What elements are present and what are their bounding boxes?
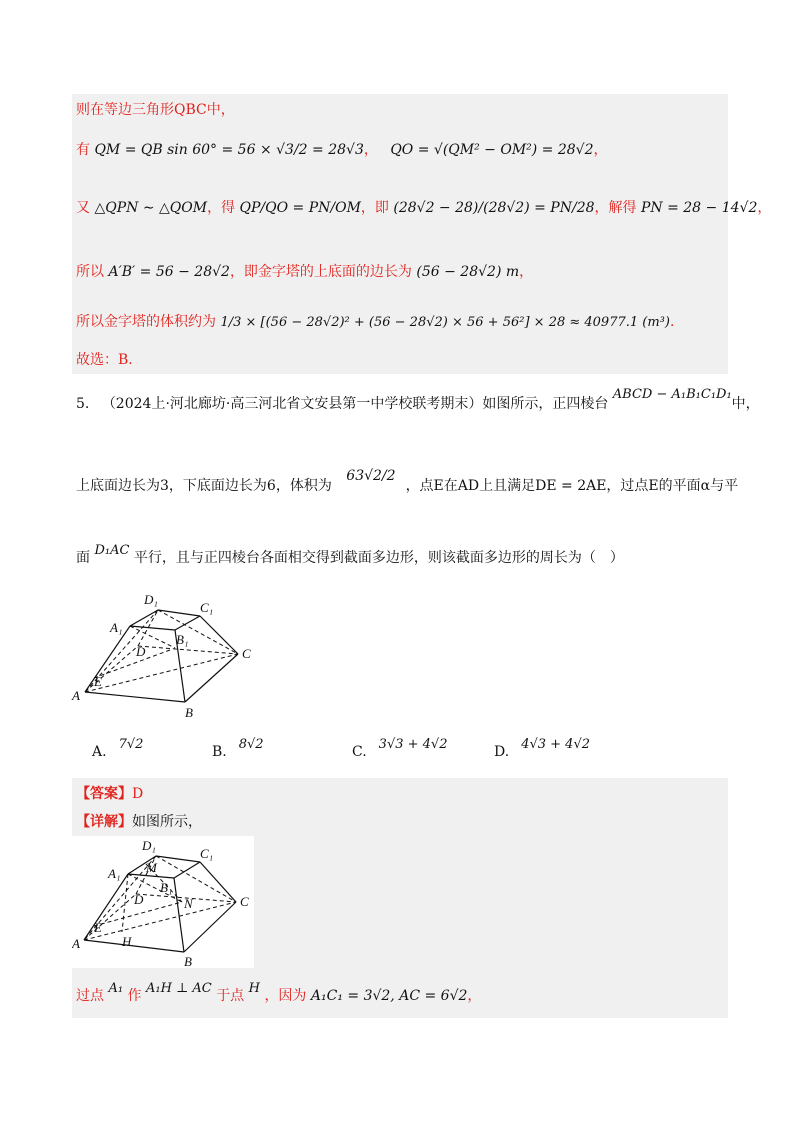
label-C1: C₁	[200, 600, 214, 615]
option-b[interactable]	[212, 737, 264, 763]
label-B1: B₁	[160, 880, 173, 895]
question-line-3	[76, 543, 624, 569]
text: ，点E在AD上且满足DE = 2AE，过点E的平面α与平	[405, 478, 739, 494]
label-N: N	[184, 896, 193, 911]
text: 作	[127, 988, 142, 1004]
equation-perp: A₁H ⊥ AC	[145, 981, 212, 996]
point-h: H	[248, 981, 260, 996]
text: ，解得	[594, 200, 637, 216]
detail-text: 如图所示，	[132, 814, 202, 830]
text: ，	[467, 988, 482, 1004]
equation-volume: 1/3 × [(56 − 28√2)² + (56 − 28√2) × 56 + 56²] × 28 ≈ 40977.1 (m³)	[220, 315, 670, 330]
text: ，	[757, 200, 772, 216]
equation-pn-ratio: (28√2 − 28)/(28√2) = PN/28	[393, 200, 595, 216]
text: 平行，且与正四棱台各面相交得到截面多边形，则该截面多边形的周长为（ ）	[133, 550, 624, 566]
answer-tag: 【答案】	[76, 786, 132, 802]
label-B: B	[185, 705, 193, 720]
label-H: H	[122, 934, 132, 949]
label-A1: A₁	[108, 866, 121, 881]
detail-tag: 【详解】	[76, 814, 132, 830]
label-C1: C₁	[200, 846, 214, 861]
point-a1: A₁	[108, 981, 124, 996]
text: ，	[593, 142, 608, 158]
answer-line	[76, 784, 143, 804]
label-A: A	[72, 936, 80, 951]
solution-line-4	[76, 262, 533, 282]
plane-name: D₁AC	[94, 543, 130, 558]
label-B: B	[184, 954, 192, 968]
equation-pn: PN = 28 − 14√2	[640, 200, 758, 216]
frustum-figure-2	[72, 836, 254, 968]
solution-line-2	[76, 140, 608, 160]
text: 所以金字塔的体积约为	[76, 314, 216, 330]
label-D1: D₁	[144, 592, 158, 607]
text: 又	[76, 200, 90, 216]
label-C: C	[242, 646, 251, 661]
text: ，	[519, 264, 534, 280]
frustum-diagram-2	[72, 836, 254, 968]
label-D: D	[136, 644, 146, 659]
equation-lengths: A₁C₁ = 3√2, AC = 6√2	[310, 988, 468, 1004]
volume-value: 63√2/2	[346, 468, 396, 484]
option-value: 4√3 + 4√2	[521, 737, 590, 752]
text: 中，	[731, 396, 760, 412]
label-D1: D₁	[142, 838, 156, 853]
solution-line-6	[76, 350, 133, 370]
option-label: B.	[212, 744, 227, 760]
option-value: 8√2	[238, 737, 264, 752]
option-d[interactable]	[494, 737, 590, 763]
text: 所以	[76, 264, 104, 280]
solution-line-5	[76, 312, 674, 333]
text: ，即金字塔的上底面的边长为	[229, 264, 412, 280]
text: ，因为	[264, 988, 307, 1004]
equation-qo: QO = √(QM² − OM²) = 28√2	[390, 142, 594, 158]
label-D: D	[134, 892, 144, 907]
equation-edge: (56 − 28√2) m	[416, 264, 520, 280]
solution-line-3	[76, 198, 771, 218]
text: 有	[76, 142, 90, 158]
question-source: （2024上·河北廊坊·高三河北省文安县第一中学校联考期末）如图所示，正四棱台	[101, 396, 609, 412]
frustum-diagram	[70, 590, 260, 722]
label-C: C	[240, 894, 249, 909]
label-A1: A₁	[110, 620, 123, 635]
option-value: 3√3 + 4√2	[378, 737, 448, 752]
option-a[interactable]	[92, 737, 144, 763]
option-value: 7√2	[118, 737, 144, 752]
label-E: E	[94, 920, 102, 935]
equation-ratio: QP/QO = PN/OM	[239, 200, 361, 216]
text: 则在等边三角形QBC中，	[76, 102, 235, 118]
equation-similar: △QPN ∼ △QOM	[94, 200, 208, 216]
label-M: M	[146, 860, 157, 875]
text: 故选：B.	[76, 352, 133, 368]
text: ，得	[207, 200, 236, 216]
label-A: A	[72, 688, 80, 703]
option-label: A.	[92, 744, 107, 760]
detail-line	[76, 812, 202, 832]
equation-qm: QM = QB sin 60° = 56 × √3/2 = 28√3	[94, 142, 364, 158]
frustum-name: ABCD − A₁B₁C₁D₁	[612, 387, 732, 402]
text: 过点	[76, 988, 104, 1004]
text: ，	[363, 142, 378, 158]
question-line-1	[76, 387, 760, 415]
option-label: C.	[352, 744, 367, 760]
option-label: D.	[494, 744, 510, 760]
label-E: E	[94, 674, 102, 689]
answer-value: D	[132, 786, 144, 802]
equation-ab: A′B′ = 56 − 28√2	[108, 264, 230, 280]
text: .	[669, 314, 675, 330]
text: 上底面边长为3，下底面边长为6，体积为	[76, 478, 332, 494]
frustum-figure	[70, 590, 260, 722]
text: 面	[76, 550, 90, 566]
text: ，即	[360, 200, 389, 216]
question-number: 5.	[76, 396, 90, 412]
option-c[interactable]	[352, 737, 448, 763]
label-B1: B₁	[176, 632, 189, 647]
solution-line-1	[76, 100, 235, 120]
question-line-2	[76, 468, 739, 496]
detail-line-2	[76, 981, 482, 1007]
text: 于点	[216, 988, 245, 1004]
